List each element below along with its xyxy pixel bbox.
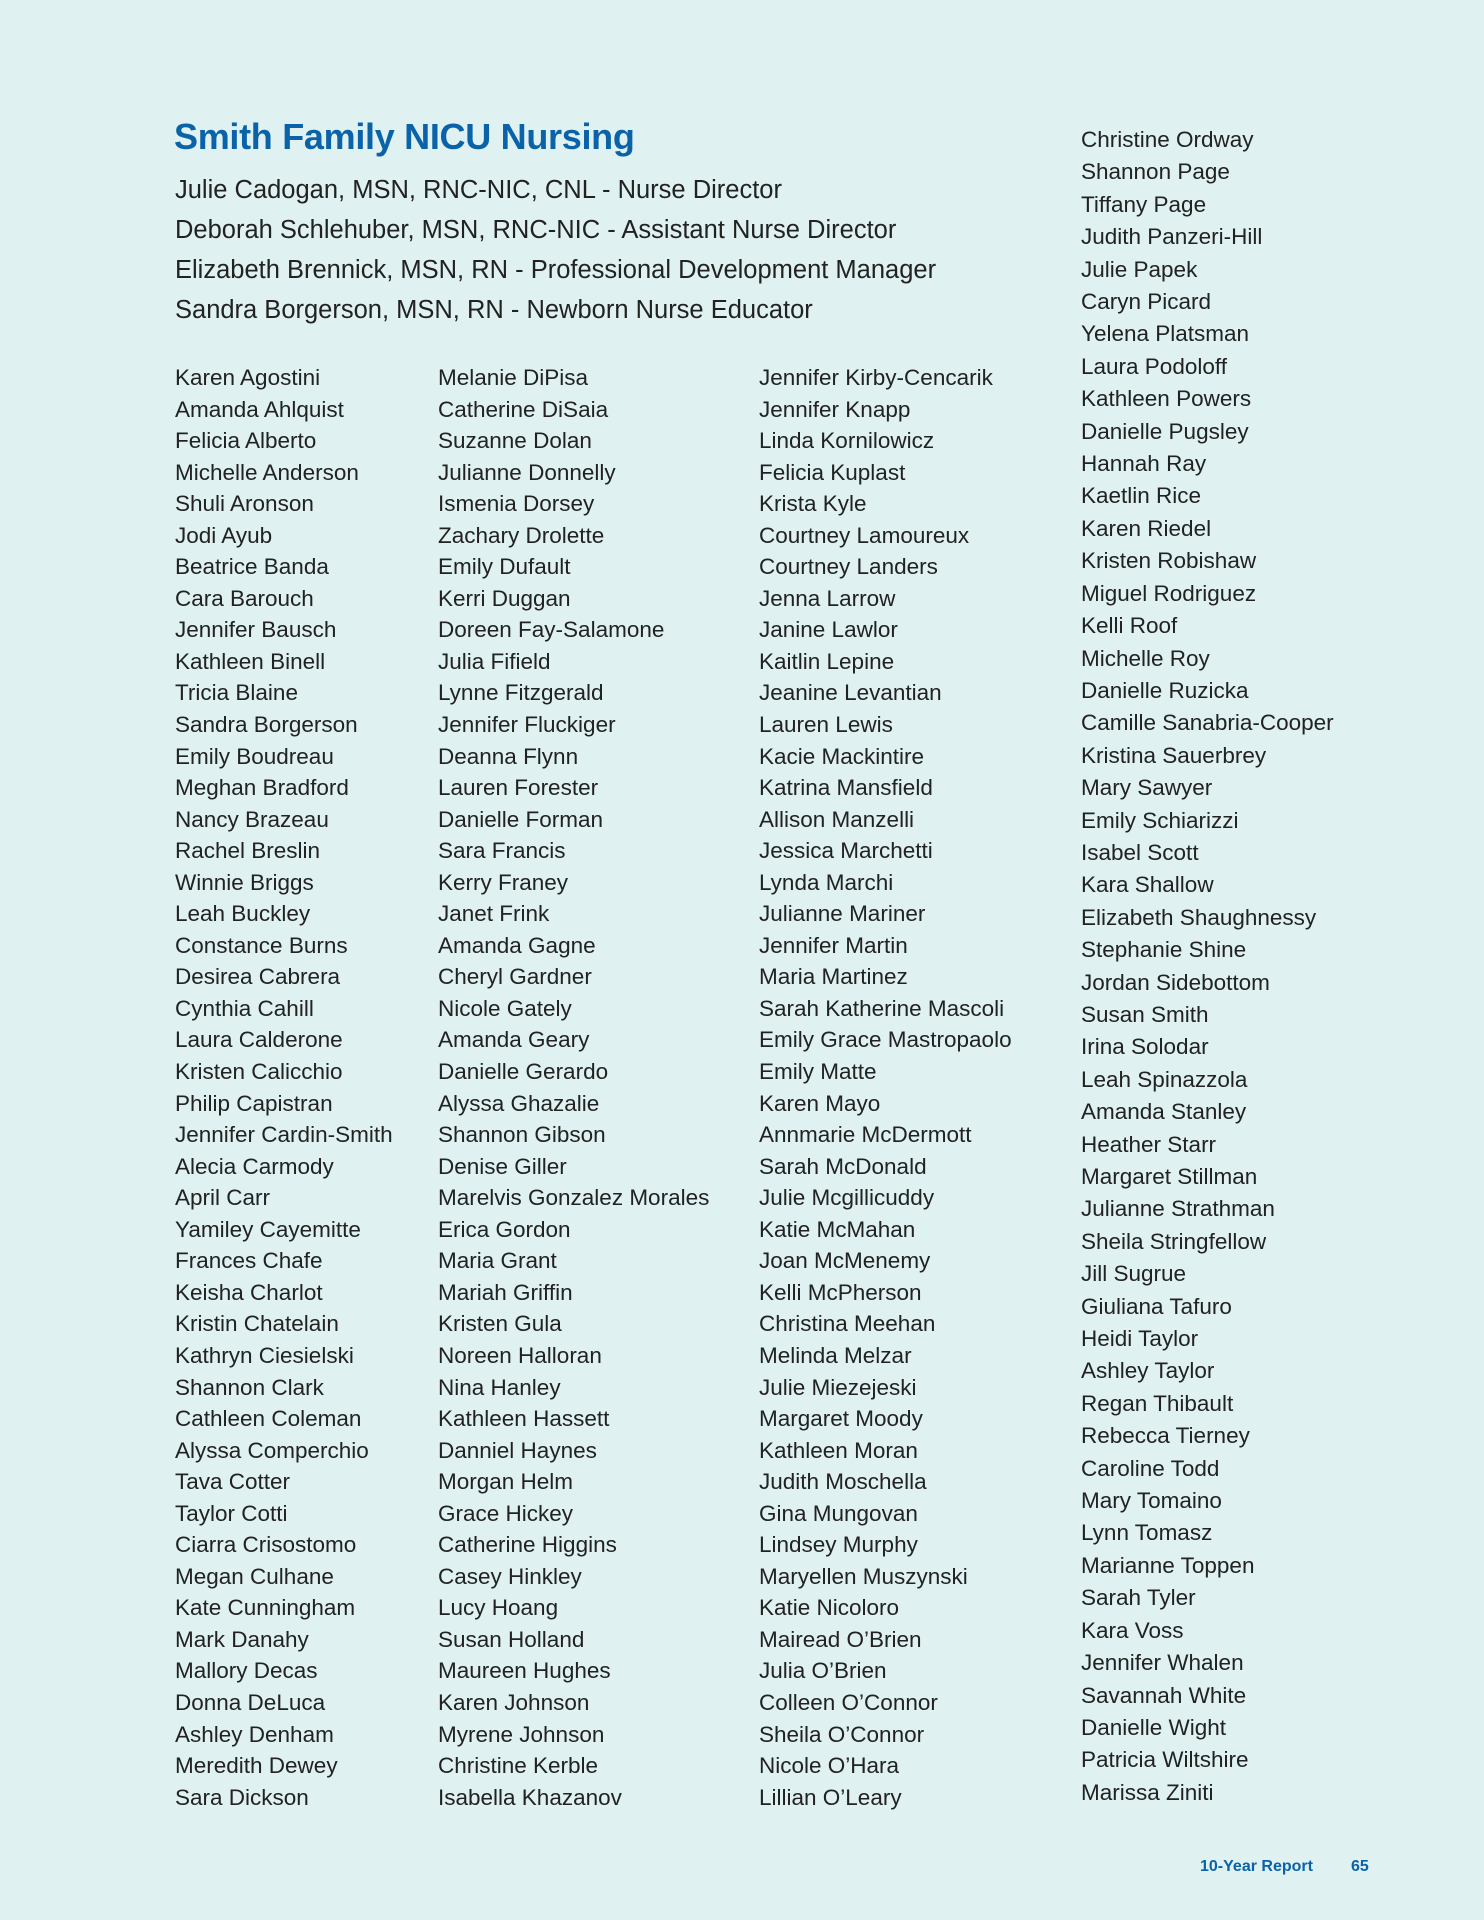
staff-name: Marianne Toppen [1081,1552,1255,1578]
staff-name: Leah Buckley [175,901,311,927]
staff-name: Emily Grace Mastropaolo [759,1027,1012,1053]
staff-name: Ismenia Dorsey [438,491,595,517]
staff-name: Yamiley Cayemitte [175,1216,361,1242]
staff-name: Krista Kyle [759,491,867,517]
staff-name: Camille Sanabria-Cooper [1081,710,1334,736]
staff-name: Michelle Anderson [175,459,359,485]
staff-name: Amanda Stanley [1081,1099,1247,1125]
staff-name: Julia Fifield [438,648,551,674]
staff-name: Jenna Larrow [759,585,896,611]
staff-name: Donna DeLuca [175,1689,326,1715]
staff-name: Judith Panzeri-Hill [1081,224,1263,250]
staff-name: Janet Frink [438,901,550,927]
staff-name: Julia O’Brien [759,1658,887,1684]
staff-name: Danielle Wight [1081,1714,1227,1740]
staff-name: Irina Solodar [1081,1034,1209,1060]
staff-name: Marelvis Gonzalez Morales [438,1185,710,1211]
staff-name: Mark Danahy [175,1626,309,1652]
staff-name: Erica Gordon [438,1216,571,1242]
staff-name: Jennifer Kirby-Cencarik [759,365,993,390]
staff-name: Mary Tomaino [1081,1488,1222,1514]
staff-name: Sheila Stringfellow [1081,1228,1267,1254]
staff-name: Kelli McPherson [759,1279,922,1305]
staff-name: Kara Voss [1081,1617,1184,1643]
staff-name: Amanda Gagne [438,932,596,958]
staff-name: Margaret Moody [759,1406,923,1432]
staff-name: Shuli Aronson [175,491,314,517]
staff-name: Kathryn Ciesielski [175,1342,354,1368]
staff-name: Lindsey Murphy [759,1532,918,1558]
staff-name: Jennifer Knapp [759,396,911,422]
staff-name: Michelle Roy [1081,645,1210,671]
staff-name: Myrene Johnson [438,1721,605,1747]
staff-name: Sara Dickson [175,1784,309,1810]
staff-name: Katrina Mansfield [759,775,933,801]
staff-name: Annmarie McDermott [759,1122,972,1148]
staff-name: Cynthia Cahill [175,995,314,1021]
staff-name: Jeanine Levantian [759,680,942,706]
staff-name: Kristina Sauerbrey [1081,742,1267,768]
staff-name: Lynda Marchi [759,869,894,895]
staff-name: Kathleen Moran [759,1437,918,1463]
staff-name: Meghan Bradford [175,775,349,801]
staff-name: Alyssa Comperchio [175,1437,369,1463]
staff-name: Emily Matte [759,1059,877,1085]
staff-name: Lauren Lewis [759,712,893,738]
leadership-list [175,170,936,330]
staff-name: Sandra Borgerson [175,712,358,738]
staff-name: Winnie Briggs [175,869,314,895]
staff-name: Yelena Platsman [1081,321,1250,347]
staff-name: Meredith Dewey [175,1753,338,1779]
staff-name: Maria Martinez [759,964,908,990]
staff-name: Caroline Todd [1081,1455,1220,1481]
staff-name: Linda Kornilowicz [759,428,935,454]
staff-name: Cheryl Gardner [438,964,592,990]
staff-name: Danielle Ruzicka [1081,677,1249,703]
staff-name: Nicole O’Hara [759,1753,900,1779]
staff-name: Kathleen Powers [1081,386,1252,412]
staff-name: Doreen Fay-Salamone [438,617,665,643]
staff-name: Lynn Tomasz [1081,1520,1213,1546]
staff-name: Christina Meehan [759,1311,936,1337]
staff-name: Maureen Hughes [438,1658,611,1684]
staff-name: Danielle Gerardo [438,1059,609,1085]
staff-name: Patricia Wiltshire [1081,1747,1249,1773]
staff-name: Miguel Rodriguez [1081,580,1257,606]
staff-name: Kristin Chatelain [175,1311,339,1337]
staff-name: Noreen Halloran [438,1342,602,1368]
staff-name: Cara Barouch [175,585,314,611]
staff-name: Grace Hickey [438,1500,574,1526]
staff-name: Kacie Mackintire [759,743,925,769]
staff-name: Desirea Cabrera [175,964,341,990]
staff-name: Ciarra Crisostomo [175,1532,357,1558]
staff-name: Suzanne Dolan [438,428,592,454]
staff-column-1 [175,362,393,1813]
staff-name: Denise Giller [438,1153,567,1179]
staff-name: Nicole Gately [438,995,572,1021]
staff-name: Heidi Taylor [1081,1326,1199,1352]
staff-name: Danniel Haynes [438,1437,597,1463]
staff-name: April Carr [175,1185,271,1211]
staff-name: Shannon Page [1081,159,1230,185]
staff-name: Zachary Drolette [438,522,605,548]
staff-name: Kara Shallow [1081,872,1214,898]
staff-name: Janine Lawlor [759,617,898,643]
staff-name: Karen Agostini [175,365,321,390]
staff-name: Kristen Gula [438,1311,562,1337]
staff-name: Courtney Landers [759,554,938,580]
staff-column-4 [1081,124,1334,1809]
staff-name: Constance Burns [175,932,348,958]
staff-name: Tiffany Page [1081,191,1207,217]
staff-name: Isabella Khazanov [438,1784,622,1810]
staff-name: Marissa Ziniti [1081,1779,1214,1805]
staff-name: Hannah Ray [1081,451,1207,477]
staff-name: Elizabeth Shaughnessy [1081,904,1317,930]
staff-name: Laura Calderone [175,1027,343,1053]
staff-name: Susan Smith [1081,1001,1209,1027]
staff-name: Joan McMenemy [759,1248,931,1274]
staff-name: Jennifer Martin [759,932,908,958]
staff-name: Jennifer Whalen [1081,1650,1244,1676]
staff-name: Melanie DiPisa [438,365,589,390]
staff-name: Sarah Tyler [1081,1585,1196,1611]
staff-name: Colleen O’Connor [759,1689,938,1715]
staff-name: Alecia Carmody [175,1153,334,1179]
staff-name: Julie Mcgillicuddy [759,1185,935,1211]
staff-name: Kristen Calicchio [175,1059,343,1085]
staff-name: Danielle Forman [438,806,604,832]
staff-name: Lynne Fitzgerald [438,680,604,706]
staff-name: Julianne Donnelly [438,459,616,485]
staff-name: Mary Sawyer [1081,775,1213,801]
staff-name: Karen Johnson [438,1689,590,1715]
staff-name: Jordan Sidebottom [1081,969,1270,995]
staff-name: Catherine Higgins [438,1532,617,1558]
staff-name: Maria Grant [438,1248,557,1274]
staff-name: Emily Dufault [438,554,571,580]
staff-name: Kathleen Binell [175,648,326,674]
staff-name: Rachel Breslin [175,838,321,864]
staff-name: Morgan Helm [438,1469,574,1495]
staff-name: Lauren Forester [438,775,599,801]
staff-name: Kristen Robishaw [1081,548,1257,574]
staff-name: Catherine DiSaia [438,396,609,422]
staff-column-3 [759,362,1012,1813]
staff-name: Isabel Scott [1081,839,1199,865]
staff-name: Felicia Kuplast [759,459,906,485]
leader-development-manager: Elizabeth Brennick, MSN, RN - Professional Development Manager [175,256,937,284]
staff-name: Jennifer Bausch [175,617,337,643]
staff-name: Caryn Picard [1081,289,1212,315]
footer-report-title: 10-Year Report [1200,1858,1313,1875]
staff-name: Danielle Pugsley [1081,418,1249,444]
staff-name: Shannon Clark [175,1374,324,1400]
staff-column-2 [438,362,709,1813]
staff-name: Kathleen Hassett [438,1406,610,1432]
staff-name: Julie Papek [1081,256,1198,282]
staff-name: Allison Manzelli [759,806,915,832]
staff-name: Jill Sugrue [1081,1261,1187,1287]
staff-name: Mairead O’Brien [759,1626,922,1652]
staff-name: Lillian O’Leary [759,1784,902,1810]
staff-name: Laura Podoloff [1081,353,1227,379]
leader-nurse-director: Julie Cadogan, MSN, RNC-NIC, CNL - Nurse Director [175,176,782,204]
staff-name: Casey Hinkley [438,1563,582,1589]
staff-name: Mariah Griffin [438,1279,573,1305]
staff-name: Judith Moschella [759,1469,927,1495]
staff-name: Nancy Brazeau [175,806,329,832]
staff-name: Courtney Lamoureux [759,522,970,548]
staff-name: Katie McMahan [759,1216,916,1242]
staff-name: Amanda Ahlquist [175,396,344,422]
staff-name: Tricia Blaine [175,680,298,706]
staff-name: Jennifer Fluckiger [438,712,616,738]
staff-name: Kerri Duggan [438,585,571,611]
staff-name: Katie Nicoloro [759,1595,900,1621]
staff-name: Emily Boudreau [175,743,334,769]
staff-name: Savannah White [1081,1682,1247,1708]
staff-name: Kaetlin Rice [1081,483,1202,509]
staff-name: Maryellen Muszynski [759,1563,968,1589]
staff-name: Susan Holland [438,1626,585,1652]
staff-name: Amanda Geary [438,1027,590,1053]
staff-name: Sarah Katherine Mascoli [759,995,1005,1021]
page-number: 65 [1351,1858,1369,1875]
staff-name: Christine Kerble [438,1753,599,1779]
staff-name: Nina Hanley [438,1374,561,1400]
staff-name: Mallory Decas [175,1658,318,1684]
staff-name: Melinda Melzar [759,1342,912,1368]
staff-name: Karen Riedel [1081,515,1212,541]
staff-name: Tava Cotter [175,1469,291,1495]
staff-name: Leah Spinazzola [1081,1066,1248,1092]
staff-name: Philip Capistran [175,1090,333,1116]
staff-name: Stephanie Shine [1081,937,1247,963]
staff-name: Rebecca Tierney [1081,1423,1250,1449]
staff-name: Sheila O’Connor [759,1721,925,1747]
staff-name: Jessica Marchetti [759,838,933,864]
staff-name: Jodi Ayub [175,522,273,548]
staff-name: Kate Cunningham [175,1595,356,1621]
staff-name: Julianne Mariner [759,901,926,927]
staff-name: Jennifer Cardin-Smith [175,1122,393,1148]
staff-name: Ashley Taylor [1081,1358,1215,1384]
staff-name: Regan Thibault [1081,1390,1234,1416]
staff-name: Deanna Flynn [438,743,579,769]
staff-name: Sara Francis [438,838,566,864]
staff-name: Julie Miezejeski [759,1374,917,1400]
page-title: Smith Family NICU Nursing [174,116,635,157]
staff-name: Lucy Hoang [438,1595,559,1621]
staff-name: Kaitlin Lepine [759,648,895,674]
staff-name: Julianne Strathman [1081,1196,1275,1222]
staff-name: Kerry Franey [438,869,569,895]
staff-name: Cathleen Coleman [175,1406,362,1432]
staff-name: Shannon Gibson [438,1122,606,1148]
staff-name: Taylor Cotti [175,1500,288,1526]
staff-name: Sarah McDonald [759,1153,927,1179]
staff-name: Megan Culhane [175,1563,334,1589]
staff-name: Beatrice Banda [175,554,329,580]
leader-nurse-educator: Sandra Borgerson, MSN, RN - Newborn Nurse Educator [175,296,813,324]
staff-name: Ashley Denham [175,1721,334,1747]
staff-name: Christine Ordway [1081,127,1254,152]
staff-name: Gina Mungovan [759,1500,918,1526]
staff-name: Karen Mayo [759,1090,881,1116]
staff-name: Heather Starr [1081,1131,1217,1157]
staff-name: Emily Schiarizzi [1081,807,1239,833]
staff-name: Frances Chafe [175,1248,323,1274]
leader-assistant-director: Deborah Schlehuber, MSN, RNC-NIC - Assistant Nurse Director [175,216,897,244]
staff-name: Kelli Roof [1081,613,1178,639]
staff-name: Alyssa Ghazalie [438,1090,600,1116]
staff-name: Keisha Charlot [175,1279,323,1305]
staff-name: Felicia Alberto [175,428,317,454]
staff-name: Giuliana Tafuro [1081,1293,1232,1319]
staff-name: Margaret Stillman [1081,1164,1258,1189]
